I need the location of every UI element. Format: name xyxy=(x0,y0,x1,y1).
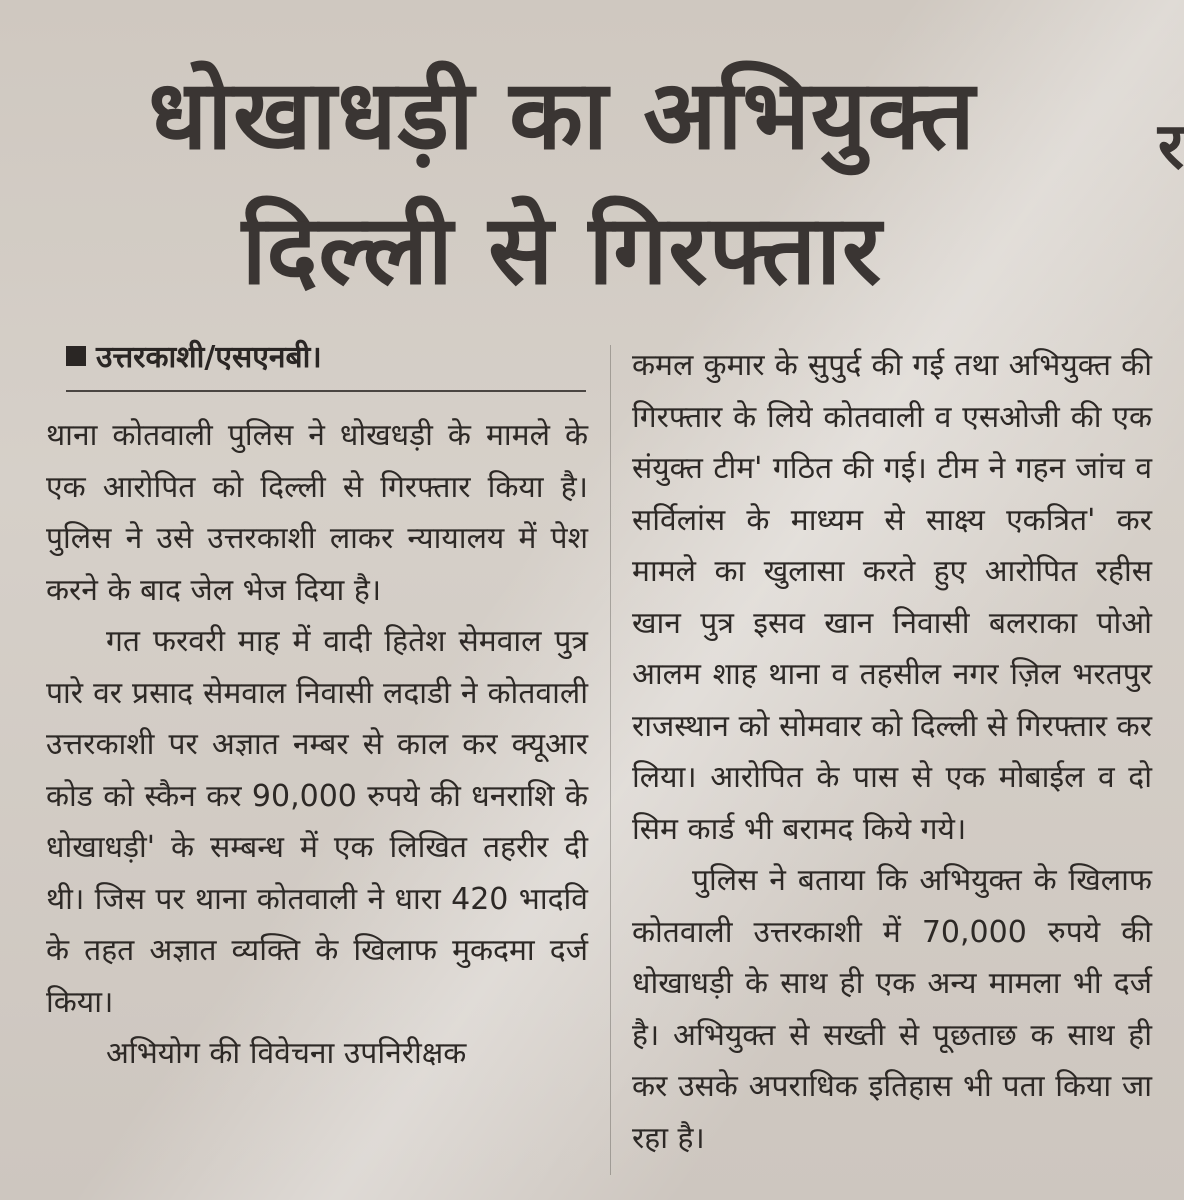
right-paragraph-2: पुलिस ने बताया कि अभियुक्त के खिलाफ कोतवाली उत्तरकाशी में 70,000 रुपये की धोखाधड़ी के साथ ही एक अन्य मामला भी दर्ज है। अभियुक्त से सख्ती से पूछताछ क साथ ही कर उसके अपराधिक इतिहास भी पता किया जा रहा है। xyxy=(632,863,1152,1156)
headline-line-2: दिल्ली से गिरफ्तार xyxy=(241,194,883,306)
dateline-rule xyxy=(66,390,586,392)
dateline xyxy=(66,335,586,376)
headline-line-1: धोखाधड़ी का अभियुक्त xyxy=(148,59,976,171)
adjacent-article-fragment: र xyxy=(1157,110,1184,184)
right-paragraph-1: कमल कुमार के सुपुर्द की गई तथा अभियुक्त की गिरफ्तार के लिये कोतवाली व एसओजी की एक संयुक्त टीम' गठित की गई। टीम ने गहन जांच व सर्विलांस के माध्यम से साक्ष्य एकत्रित' कर मामले का खुलासा करते हुए आरोपित रहीस खान पुत्र इसव खान निवासी बलराका पोओ आलम शाह थाना व तहसील नगर ज़िल भरतपुर राजस्थान को सोमवार को दिल्ली से गिरफ्तार कर लिया। आरोपित के पास से एक मोबाईल व दो सिम कार्ड भी बरामद किये गये। xyxy=(632,348,1152,847)
column-divider xyxy=(610,345,611,1175)
right-column xyxy=(632,340,1152,1164)
left-paragraph-1: थाना कोतवाली पुलिस ने धोखधड़ी के मामले के एक आरोपित को दिल्ली से गिरफ्तार किया है। पुलिस ने उसे उत्तरकाशी लाकर न्यायालय में पेश करने के बाद जेल भेज दिया है। xyxy=(46,418,588,608)
left-paragraph-3: अभियोग की विवेचना उपनिरीक्षक xyxy=(106,1036,467,1071)
square-bullet-icon xyxy=(66,346,86,366)
left-paragraph-2: गत फरवरी माह में वादी हितेश सेमवाल पुत्र पारे वर प्रसाद सेमवाल निवासी लदाडी ने कोतवाली उत्तरकाशी पर अज्ञात नम्बर से काल कर क्यूआर कोड को स्कैन कर 90,000 रुपये की धनराशि के धोखाधड़ी' के सम्बन्ध में एक लिखित तहरीर दी थी। जिस पर थाना कोतवाली ने धारा 420 भादवि के तहत अज्ञात व्यक्ति के खिलाफ मुकदमा दर्ज किया। xyxy=(46,624,588,1020)
dateline-text: उत्तरकाशी/एसएनबी। xyxy=(96,340,322,375)
left-column xyxy=(46,410,588,1080)
